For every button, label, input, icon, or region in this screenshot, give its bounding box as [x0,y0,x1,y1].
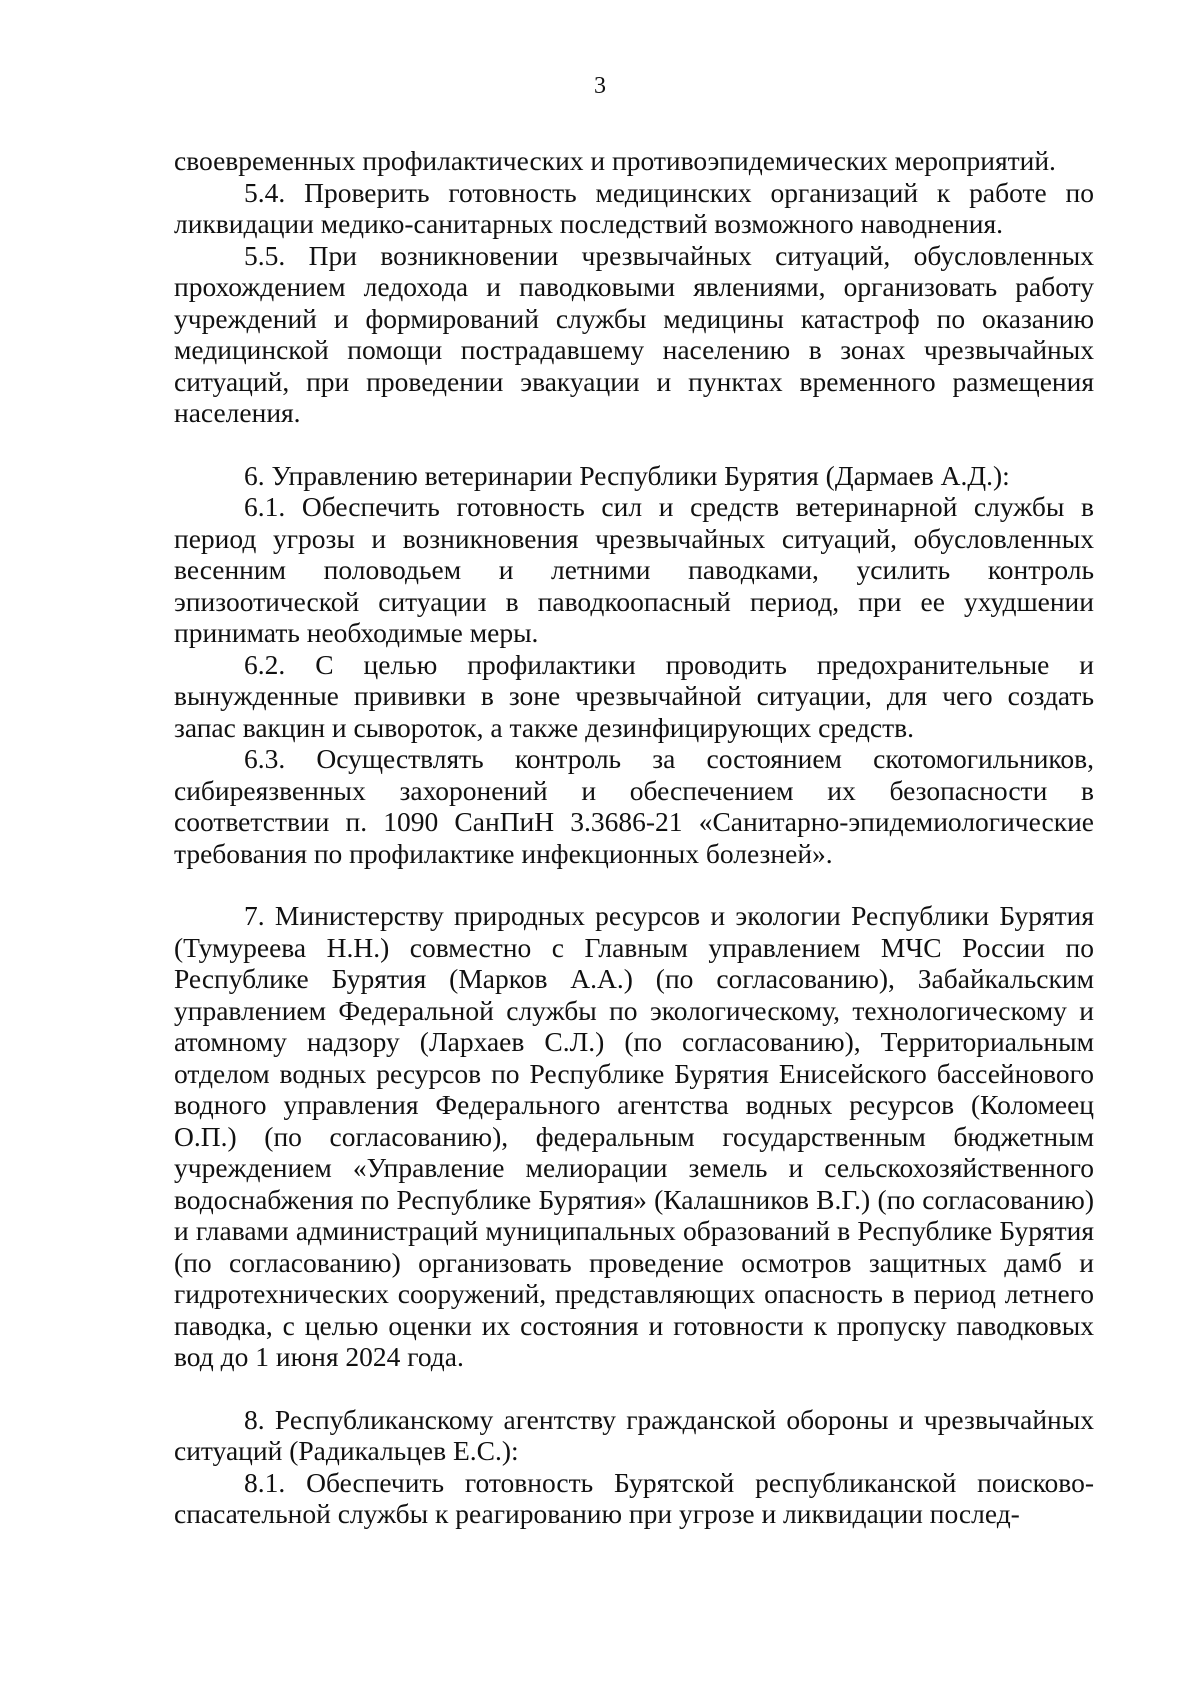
document-body [174,145,1094,1530]
page-number: 3 [594,73,606,99]
paragraph-6-2: 6.2. С целью профилактики проводить предохранительные и вынужденные прививки в зоне чрезвычайной ситуации, для чего создать запас вакцин и сывороток, а также дезинфицирующих средств. [174,648,1094,743]
paragraph-5-5: 5.5. При возникновении чрезвычайных ситуаций, обусловленных прохождением ледохода и паводковыми явлениями, организовать работу учреждений и формирований службы медицины катастроф по оказанию медицинской помощи пострадавшему населению в зонах чрезвычайных ситуаций, при проведении эвакуации и пунктах временного размещения населения. [174,239,1094,428]
paragraph-8: 8. Республиканскому агентству гражданской обороны и чрезвычайных ситуаций (Радикальцев Е.С.): [174,1403,1094,1466]
paragraph-8-1: 8.1. Обеспечить готовность Бурятской республиканской поисково-спасательной службы к реагированию при угрозе и ликвидации послед- [174,1466,1094,1529]
paragraph-continuation: своевременных профилактических и противоэпидемических мероприятий. [174,145,1056,176]
paragraph-5-4: 5.4. Проверить готовность медицинских организаций к работе по ликвидации медико-санитарных последствий возможного наводнения. [174,176,1094,239]
paragraph-6: 6. Управлению ветеринарии Республики Бурятия (Дармаев А.Д.): [244,459,1010,491]
paragraph-6-1: 6.1. Обеспечить готовность сил и средств ветеринарной службы в период угрозы и возникновения чрезвычайных ситуаций, обусловленных весенним половодьем и летними паводками, усилить контроль эпизоотической ситуации в паводкоопасный период, при ее ухудшении принимать необходимые меры. [174,491,1094,648]
paragraph-6-3: 6.3. Осуществлять контроль за состоянием скотомогильников, сибиреязвенных захоронений и обеспечением их безопасности в соответствии п. 1090 СанПиН 3.3686-21 «Санитарно-эпидемиологические требования по профилактике инфекционных болезней». [174,743,1094,869]
paragraph-7: 7. Министерству природных ресурсов и экологии Республики Бурятия (Тумуреева Н.Н.) совместно с Главным управлением МЧС России по Республике Бурятия (Марков А.А.) (по согласованию), Забайкальским управлением Федеральной службы по экологическому, технологическому и атомному надзору (Лархаев С.Л.) (по согласованию), Территориальным отделом водных ресурсов по Республике Бурятия Енисейского бассейнового водного управления Федерального агентства водных ресурсов (Коломеец О.П.) (по согласованию), федеральным государственным бюджетным учреждением «Управление мелиорации земель и сельскохозяйственного водоснабжения по Республике Бурятия» (Калашников В.Г.) (по согласованию) и главами администраций муниципальных образований в Республике Бурятия (по согласованию) организовать проведение осмотров защитных дамб и гидротехнических сооружений, представляющих опасность в период летнего паводка, с целью оценки их состояния и готовности к пропуску паводковых вод до 1 июня 2024 года. [174,900,1094,1372]
